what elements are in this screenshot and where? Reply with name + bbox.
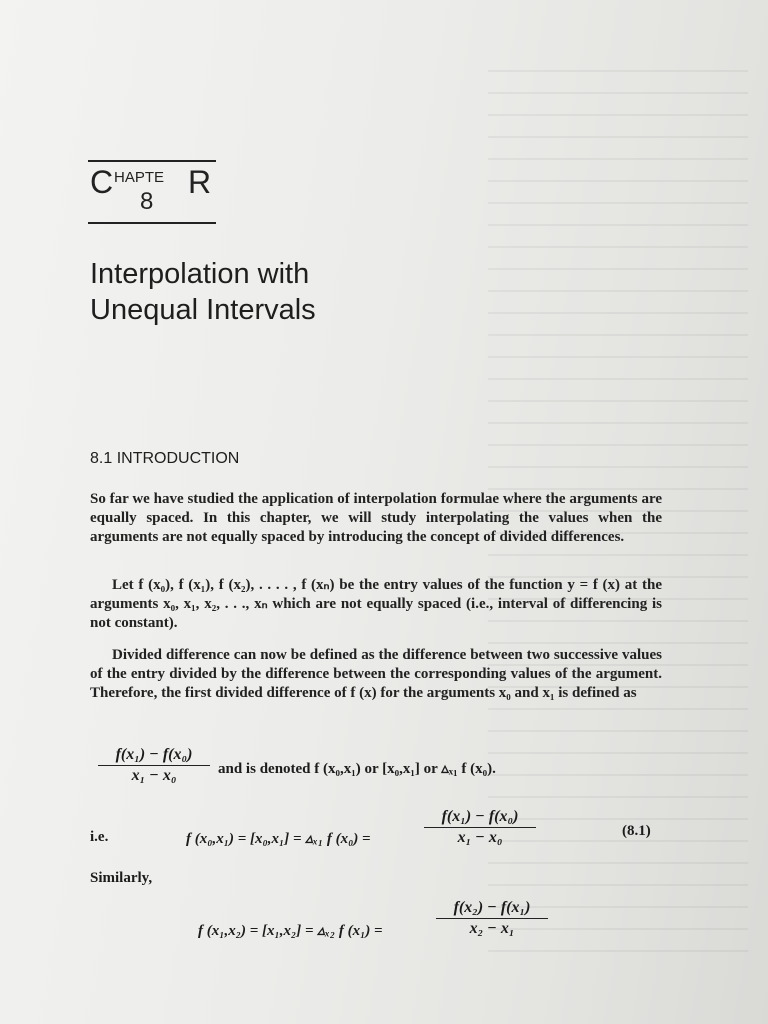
paragraph-divided-difference: Divided difference can now be defined as the difference between two successive values of the entry divided by the difference between the corresponding values of the argument. Therefore, the first divided difference of f (x) for the arguments x₀ and x₁ is defined as — [90, 647, 662, 701]
similarly-label: Similarly, — [90, 870, 153, 886]
ie-label: i.e. — [90, 829, 109, 845]
chapter-title-line2: Unequal Intervals — [90, 294, 316, 326]
fraction-denominator: x₂ − x₁ — [469, 920, 515, 937]
paragraph-intro: So far we have studied the application of interpolation formulae where the arguments are equally spaced. In this chapter, we will study interpolating the values when the arguments are not equally spaced by introducing the concept of divided differences. — [90, 491, 662, 545]
paragraph-entry-values: Let f (x₀), f (x₁), f (x₂), . . . . , f (xₙ) be the entry values of the function y = f (x) at the arguments x₀, x₁, x₂, . . ., xₙ which are not equally spaced (i.e., interval of differencing is not constant). — [90, 577, 662, 631]
first-divided-difference-fraction — [98, 746, 210, 785]
equation-8-1-lhs: f (x₀,x₁) = [x₀,x₁] = ▵ₓ₁ f (x₀) = — [186, 831, 371, 847]
chapter-last-letter: R — [188, 164, 212, 200]
equation-8-1-fraction — [424, 808, 536, 847]
fraction-numerator: f(x₁) − f(x₀) — [424, 808, 536, 828]
equation-second-lhs: f (x₁,x₂) = [x₁,x₂] = ▵ₓ₂ f (x₁) = — [198, 923, 383, 939]
chapter-first-letter: C — [90, 164, 114, 200]
chapter-label — [88, 160, 216, 224]
fraction-denominator: x₁ − x₀ — [457, 829, 503, 846]
fraction-numerator: f(x₁) − f(x₀) — [98, 746, 210, 766]
section-heading: 8.1 INTRODUCTION — [90, 450, 240, 467]
chapter-title-line1: Interpolation with — [90, 258, 310, 290]
notation-text: and is denoted f (x₀,x₁) or [x₀,x₁] or ▵ₓ₁ f (x₀). — [218, 761, 496, 777]
chapter-number: 8 — [140, 188, 154, 215]
chapter-middle-letters: HAPTE — [114, 169, 165, 186]
fraction-denominator: x₁ − x₀ — [131, 767, 177, 784]
fraction-numerator: f(x₂) − f(x₁) — [436, 899, 548, 919]
chapter-title — [90, 256, 510, 328]
equation-number: (8.1) — [622, 823, 651, 839]
equation-second-fraction — [436, 899, 548, 938]
